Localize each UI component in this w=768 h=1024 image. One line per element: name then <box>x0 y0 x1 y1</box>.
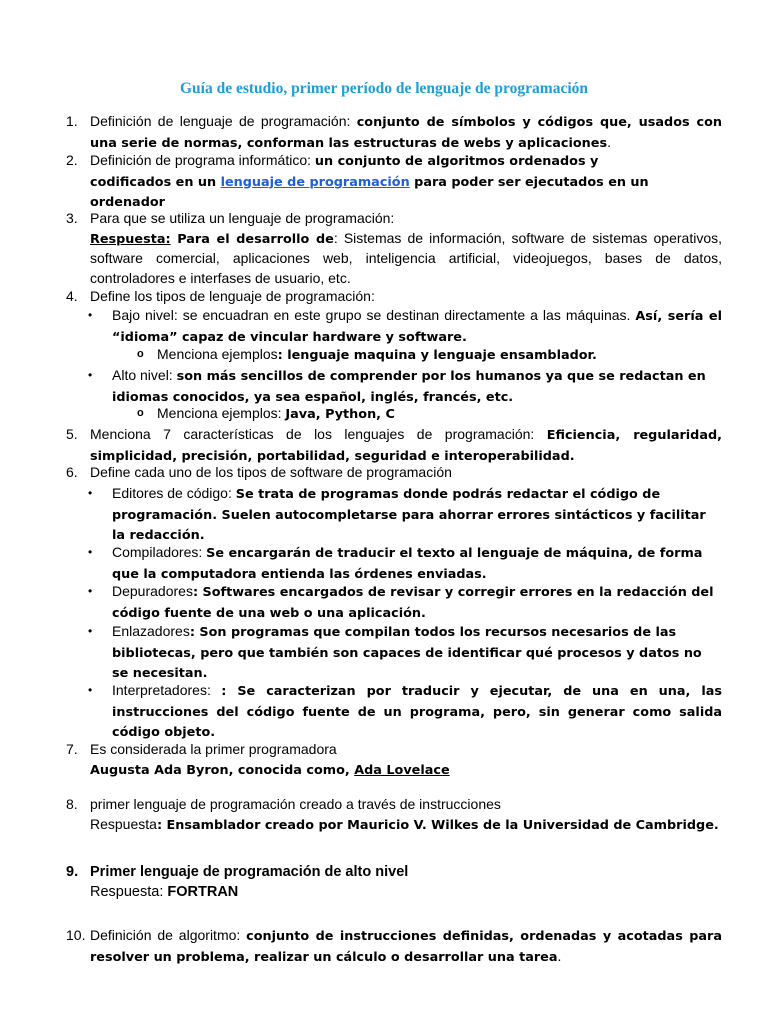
high-level-answer: son más sencillos de comprender por los humanos ya que se redactan en idiomas conocidos, ya sea español, inglés, francés, etc. <box>112 369 706 405</box>
bullet-icon: • <box>88 683 93 697</box>
linkers-answer: : Son programas que compilan todos los recursos necesarios de las bibliotecas, pero que también son capaces de identificar qué procesos y datos no se necesitan. <box>112 625 702 681</box>
editors-label: Editores de código: <box>112 485 236 501</box>
examples-answer: Java, Python, C <box>285 407 395 422</box>
response-label: Respuesta: <box>90 231 171 247</box>
high-level-examples <box>137 404 717 425</box>
answer-text: FORTRAN <box>167 884 239 900</box>
linkers-label: Enlazadores <box>112 623 190 639</box>
period: . <box>557 947 562 964</box>
response-label: Respuesta <box>90 815 157 832</box>
question-8 <box>66 795 722 835</box>
answer-text: conjunto de símbolos y códigos que, usados con una serie de normas, conforman las estructuras de webs y aplicaciones <box>90 115 722 151</box>
item-number: 5. <box>66 426 78 442</box>
answer-text: Augusta Ada Byron, conocida como, <box>90 762 355 778</box>
question-5 <box>66 425 722 466</box>
answer-text-2: para poder ser ejecutados en un ordenador <box>90 174 649 210</box>
question-10 <box>66 926 722 967</box>
examples-answer: : lenguaje maquina y lenguaje ensamblador. <box>277 348 597 363</box>
item-number: 3. <box>66 210 78 226</box>
question-9 <box>66 862 722 902</box>
debuggers-bullet <box>88 582 722 623</box>
debuggers-answer: : Softwares encargados de revisar y corregir errores en la redacción del código fuente de una web o una aplicación. <box>112 585 714 621</box>
circle-bullet-icon: o <box>137 407 144 419</box>
editors-answer: Se trata de programas donde podrás redactar el código de programación. Suelen autocompletarse para ahorrar errores sintácticos y facilitar la redacción. <box>112 487 706 543</box>
response-text: : Sistemas de información, software de sistemas operativos, software comercial, aplicaciones web, inteligencia artificial, videojuegos, bases de datos, controladores e interfases de usuario, etc. <box>90 229 723 286</box>
question-text: Primer lenguaje de programación de alto nivel <box>90 864 409 880</box>
examples-label: Menciona ejemplos <box>157 346 278 362</box>
compilers-answer: Se encargarán de traducir el texto al lenguaje de máquina, de forma que la computadora entienda las órdenes enviadas. <box>112 546 703 582</box>
question-text: Define cada uno de los tipos de software de programación <box>90 464 452 480</box>
document-title: Guía de estudio, primer período de lenguaje de programación <box>179 80 589 97</box>
item-number: 1. <box>66 113 78 129</box>
question-text: Definición de lenguaje de programación: <box>90 113 357 129</box>
bullet-icon: • <box>88 624 93 638</box>
lenguaje-link[interactable]: lenguaje de programación <box>220 174 410 190</box>
bullet-icon: • <box>88 308 93 322</box>
question-text: Definición de algoritmo: <box>90 927 247 943</box>
item-number: 8. <box>66 796 78 812</box>
bullet-icon: • <box>88 545 93 559</box>
answer-text: : Ensamblador creado por Mauricio V. Wilkes de la Universidad de Cambridge. <box>156 817 719 833</box>
question-text: Define los tipos de lenguaje de programación: <box>90 288 375 304</box>
item-number: 4. <box>66 288 78 304</box>
compilers-bullet <box>88 543 722 584</box>
bullet-icon: • <box>88 486 93 500</box>
examples-label: Menciona ejemplos: <box>157 405 286 421</box>
compilers-label: Compiladores: <box>112 544 207 560</box>
question-1 <box>66 112 722 153</box>
item-number: 9. <box>66 864 79 880</box>
high-level-text: Alto nivel: <box>112 367 177 383</box>
bullet-icon: • <box>88 368 93 382</box>
period: . <box>607 133 611 150</box>
debuggers-label: Depuradores <box>112 583 193 599</box>
editors-bullet <box>88 484 722 546</box>
interpreters-bullet <box>88 681 722 743</box>
question-2 <box>66 151 722 213</box>
question-6 <box>66 463 722 483</box>
answer-text: un conjunto de algoritmos ordenados y codificados en un <box>90 154 599 190</box>
ada-lovelace-link[interactable]: Ada Lovelace <box>354 762 450 778</box>
answer-text: Eficiencia, regularidad, simplicidad, precisión, portabilidad, seguridad e interoperabilidad. <box>90 428 722 464</box>
low-level-examples <box>137 345 717 366</box>
bullet-icon: • <box>88 584 93 598</box>
circle-bullet-icon: o <box>137 348 144 360</box>
question-text: Menciona 7 características de los lenguajes de programación: <box>90 426 547 442</box>
low-level-answer: Así, sería el “idioma” capaz de vincular hardware y software. <box>112 309 722 345</box>
response-bold: Para el desarrollo de <box>170 231 334 247</box>
question-text: Para que se utiliza un lenguaje de programación: <box>90 210 395 226</box>
question-text: Es considerada la primer programadora <box>90 741 337 757</box>
high-level-bullet <box>88 366 722 407</box>
response-label: Respuesta: <box>90 884 168 900</box>
item-number: 6. <box>66 464 78 480</box>
answer-text: conjunto de instrucciones definidas, ordenadas y acotadas para resolver un problema, realizar un cálculo o desarrollar una tarea <box>90 929 722 965</box>
interpreters-answer: : Se caracterizan por traducir y ejecutar, de una en una, las instrucciones del código fuente de un programa, pero, sin generar como salida código objeto. <box>112 684 722 740</box>
item-number: 10. <box>66 927 86 943</box>
question-text: Definición de programa informático: <box>90 152 315 168</box>
item-number: 7. <box>66 741 78 757</box>
question-4 <box>66 287 722 307</box>
question-7 <box>66 740 722 780</box>
question-3 <box>66 209 722 288</box>
item-number: 2. <box>66 152 78 168</box>
low-level-bullet <box>88 306 722 347</box>
interpreters-label: Interpretadores: <box>112 682 222 698</box>
low-level-text: Bajo nivel: se encuadran en este grupo se destinan directamente a las máquinas. <box>112 307 636 323</box>
question-text: primer lenguaje de programación creado a través de instrucciones <box>90 796 501 812</box>
linkers-bullet <box>88 622 722 684</box>
